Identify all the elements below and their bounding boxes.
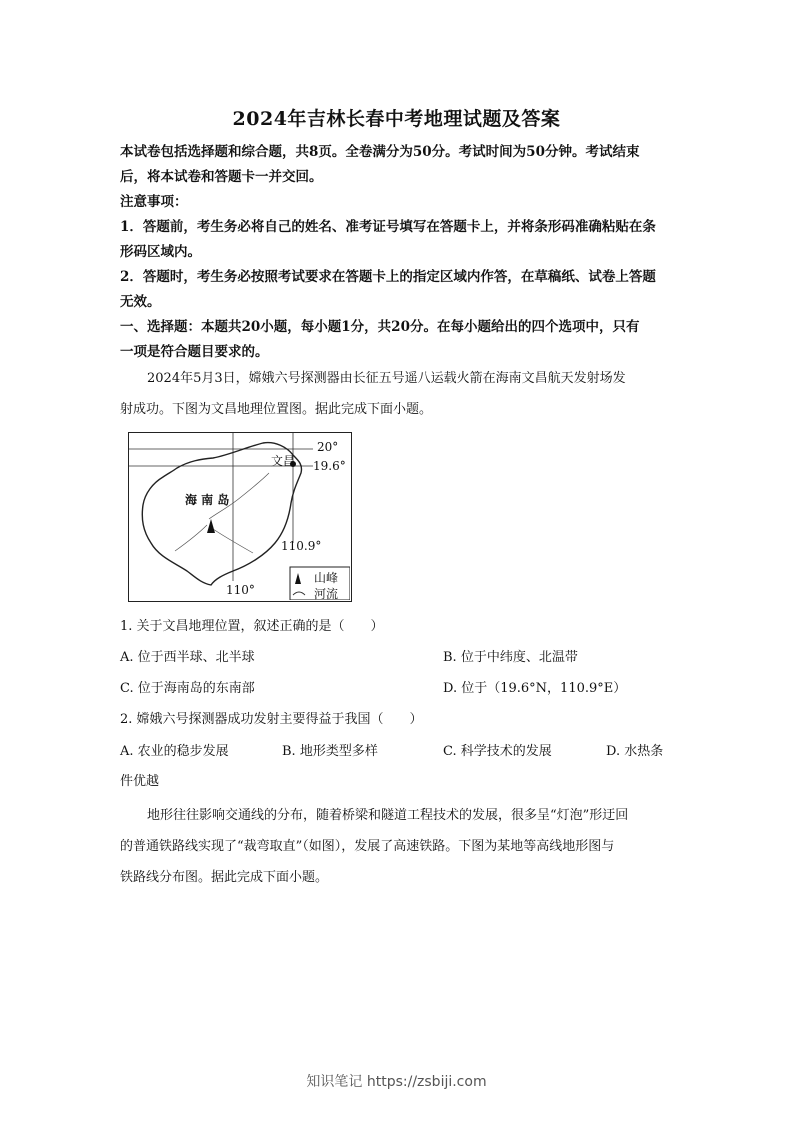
- question-2-stem: 2. 嫦娥六号探测器成功发射主要得益于我国（ ）: [120, 712, 423, 727]
- legend-river-label: 河流: [314, 587, 339, 601]
- label-hainan-island: 海 南 岛: [185, 493, 230, 507]
- label-lat-196: 19.6°: [313, 459, 346, 473]
- q1-option-d: D. 位于（19.6°N，110.9°E）: [443, 681, 627, 696]
- q2-option-c: C. 科学技术的发展: [443, 744, 552, 759]
- mountain-peak-icon: [207, 519, 215, 533]
- label-lat-20: 20°: [317, 440, 339, 454]
- footer-watermark: 知识笔记 https://zsbiji.com: [306, 1074, 487, 1090]
- q2-option-b: B. 地形类型多样: [282, 744, 378, 759]
- q1-option-b: B. 位于中纬度、北温带: [443, 650, 578, 665]
- intro-line-2: 后，将本试卷和答题卡一并交回。: [120, 169, 323, 185]
- notice-1-line-1: 1．答题前，考生务必将自己的姓名、准考证号填写在答题卡上，并将条形码准确粘贴在条: [120, 219, 656, 235]
- q1-option-a: A. 位于西半球、北半球: [120, 650, 255, 665]
- notice-2-line-1: 2．答题时，考生务必按照考试要求在答题卡上的指定区域内作答，在草稿纸、试卷上答题: [120, 269, 656, 285]
- passage-2-line-1: 地形往往影响交通线的分布，随着桥梁和隧道工程技术的发展，很多呈“灯泡”形迂回: [147, 808, 629, 823]
- notice-1-line-2: 形码区域内。: [120, 244, 201, 260]
- passage-1-line-1: 2024年5月3日，嫦娥六号探测器由长征五号遥八运载火箭在海南文昌航天发射场发: [147, 371, 626, 386]
- q2-option-d-continuation: 件优越: [120, 774, 160, 789]
- legend-peak-label: 山峰: [314, 571, 339, 585]
- question-1-stem: 1. 关于文昌地理位置，叙述正确的是（ ）: [120, 619, 384, 634]
- label-lon-1109: 110.9°: [281, 539, 322, 553]
- section-heading-line-1: 一、选择题：本题共20小题，每小题1分，共20分。在每小题给出的四个选项中，只有: [120, 319, 640, 335]
- river-2: [175, 525, 207, 551]
- q2-option-a: A. 农业的稳步发展: [120, 744, 229, 759]
- q1-option-c: C. 位于海南岛的东南部: [120, 681, 255, 696]
- wenchang-location-map: [128, 432, 352, 602]
- passage-1-line-2: 射成功。下图为文昌地理位置图。据此完成下面小题。: [120, 402, 433, 417]
- doc-title: 2024年吉林长春中考地理试题及答案: [232, 108, 561, 130]
- notice-heading: 注意事项：: [120, 194, 188, 210]
- label-wenchang: 文昌: [271, 454, 296, 468]
- section-heading-line-2: 一项是符合题目要求的。: [120, 344, 269, 360]
- label-lon-110: 110°: [226, 583, 255, 597]
- passage-2-line-2: 的普通铁路线实现了“裁弯取直”（如图），发展了高速铁路。下图为某地等高线地形图与: [120, 839, 615, 854]
- q2-option-d: D. 水热条: [606, 744, 664, 759]
- intro-line-1: 本试卷包括选择题和综合题，共8页。全卷满分为50分。考试时间为50分钟。考试结束: [120, 144, 640, 160]
- passage-2-line-3: 铁路线分布图。据此完成下面小题。: [120, 870, 329, 885]
- notice-2-line-2: 无效。: [120, 294, 161, 310]
